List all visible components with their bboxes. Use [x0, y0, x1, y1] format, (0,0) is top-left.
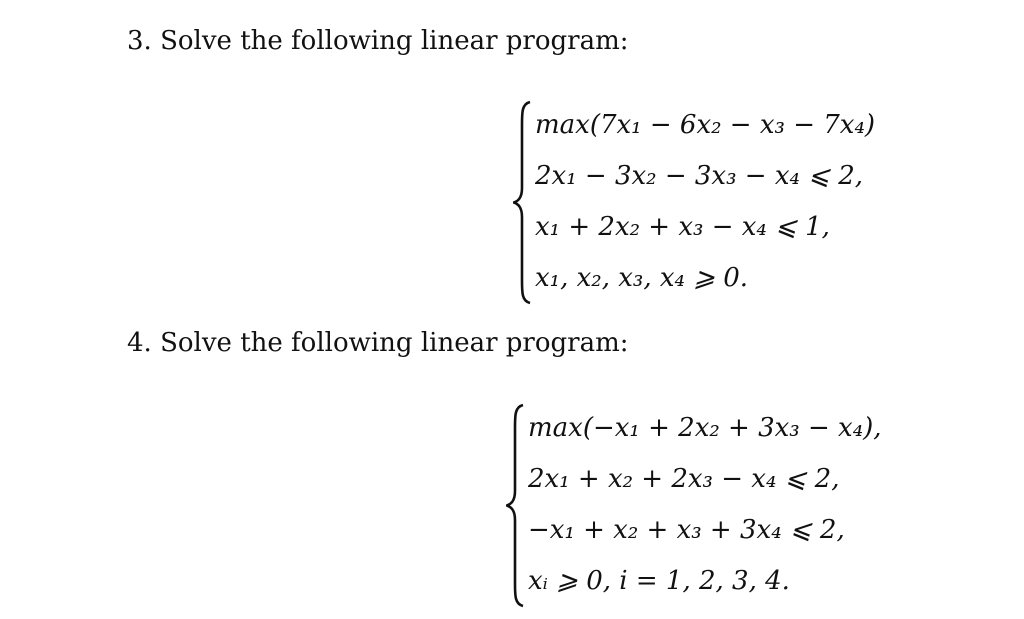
- problem-4-constraints: [528, 403, 888, 607]
- problem-3-constraints: [535, 100, 895, 304]
- objective-line: max(−x₁ + 2x₂ + 3x₃ − x₄),: [528, 413, 882, 443]
- constraint-line-1: 2x₁ + x₂ + 2x₃ − x₄ ⩽ 2,: [528, 464, 840, 494]
- problem-3-heading: 3. Solve the following linear program:: [127, 26, 629, 56]
- constraint-line-1: 2x₁ − 3x₂ − 3x₃ − x₄ ⩽ 2,: [535, 161, 864, 191]
- objective-line: max(7x₁ − 6x₂ − x₃ − 7x₄): [535, 110, 876, 140]
- left-brace-icon: [506, 403, 526, 608]
- constraint-line-2: x₁ + 2x₂ + x₃ − x₄ ⩽ 1,: [535, 212, 830, 242]
- problem-3-system: [513, 100, 893, 305]
- constraint-line-2: −x₁ + x₂ + x₃ + 3x₄ ⩽ 2,: [528, 515, 845, 545]
- problem-4-system: [506, 403, 886, 608]
- problem-4-heading: 4. Solve the following linear program:: [127, 328, 629, 358]
- nonnegativity-line: x₁, x₂, x₃, x₄ ⩾ 0.: [535, 263, 749, 293]
- left-brace-icon: [513, 100, 533, 305]
- nonnegativity-line: xᵢ ⩾ 0, i = 1, 2, 3, 4.: [528, 566, 790, 596]
